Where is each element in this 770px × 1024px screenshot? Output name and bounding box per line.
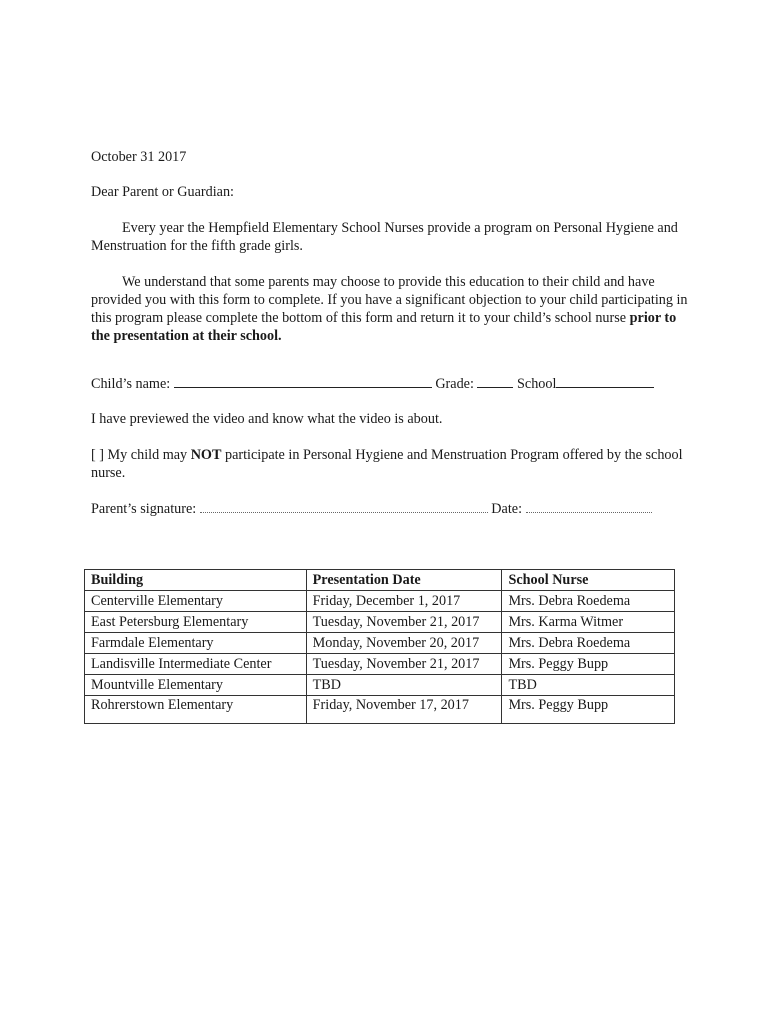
date-cell: Friday, December 1, 2017: [306, 591, 502, 612]
school-label: School: [517, 376, 557, 392]
building-cell: East Petersburg Elementary: [85, 612, 307, 633]
deadline-emphasis: prior to the presentation at their school.: [91, 310, 677, 344]
signature-label: Parent’s signature:: [91, 501, 197, 517]
optout-not: NOT: [190, 447, 222, 463]
preview-statement: I have previewed the video and know what the video is about.: [91, 411, 443, 427]
date-cell: Monday, November 20, 2017: [306, 633, 502, 654]
school-field[interactable]: [556, 374, 654, 388]
header-presentation-date: Presentation Date: [306, 570, 502, 591]
signature-field[interactable]: [200, 499, 488, 513]
nurse-cell: Mrs. Peggy Bupp: [502, 696, 675, 724]
presentation-schedule-table: [84, 569, 675, 724]
date-cell: Tuesday, November 21, 2017: [306, 612, 502, 633]
date-cell: Friday, November 17, 2017: [306, 696, 502, 724]
child-name-field[interactable]: [174, 374, 432, 388]
building-cell: Centerville Elementary: [85, 591, 307, 612]
table-header-row: [85, 570, 675, 591]
explanation-paragraph: [91, 273, 691, 345]
nurse-cell: Mrs. Peggy Bupp: [502, 654, 675, 675]
table-row: [85, 612, 675, 633]
explanation-text: We understand that some parents may choose to provide this education to their child and have provided you with this form to complete. If you have a significant objection to your child participating in this program please complete the bottom of this form and return it to your child’s school nurse: [91, 274, 688, 326]
building-cell: Mountville Elementary: [85, 675, 307, 696]
grade-field[interactable]: [477, 374, 513, 388]
child-info-row: [91, 374, 654, 393]
table-row: [85, 591, 675, 612]
building-cell: Rohrerstown Elementary: [85, 696, 307, 724]
date-cell: Tuesday, November 21, 2017: [306, 654, 502, 675]
optout-statement: [91, 446, 691, 482]
table-row: [85, 654, 675, 675]
salutation: Dear Parent or Guardian:: [91, 184, 234, 200]
table-row: [85, 675, 675, 696]
optout-prefix: [ ] My child may: [91, 447, 191, 463]
child-name-label: Child’s name:: [91, 376, 171, 392]
signature-row: [91, 499, 652, 518]
date-label: Date:: [491, 501, 523, 517]
building-cell: Landisville Intermediate Center: [85, 654, 307, 675]
header-building: Building: [85, 570, 307, 591]
date-cell: TBD: [306, 675, 502, 696]
optout-suffix: participate in Personal Hygiene and Menstruation Program offered by the school nurse.: [91, 447, 683, 481]
nurse-cell: Mrs. Debra Roedema: [502, 633, 675, 654]
letter-date: October 31 2017: [91, 149, 187, 165]
table-row: [85, 633, 675, 654]
intro-paragraph: Every year the Hempfield Elementary School Nurses provide a program on Personal Hygiene and Menstruation for the fifth grade girls.: [91, 220, 678, 254]
grade-label: Grade:: [435, 376, 474, 392]
header-school-nurse: School Nurse: [502, 570, 675, 591]
nurse-cell: Mrs. Karma Witmer: [502, 612, 675, 633]
building-cell: Farmdale Elementary: [85, 633, 307, 654]
nurse-cell: TBD: [502, 675, 675, 696]
nurse-cell: Mrs. Debra Roedema: [502, 591, 675, 612]
table-row: [85, 696, 675, 724]
signature-date-field[interactable]: [526, 499, 652, 513]
